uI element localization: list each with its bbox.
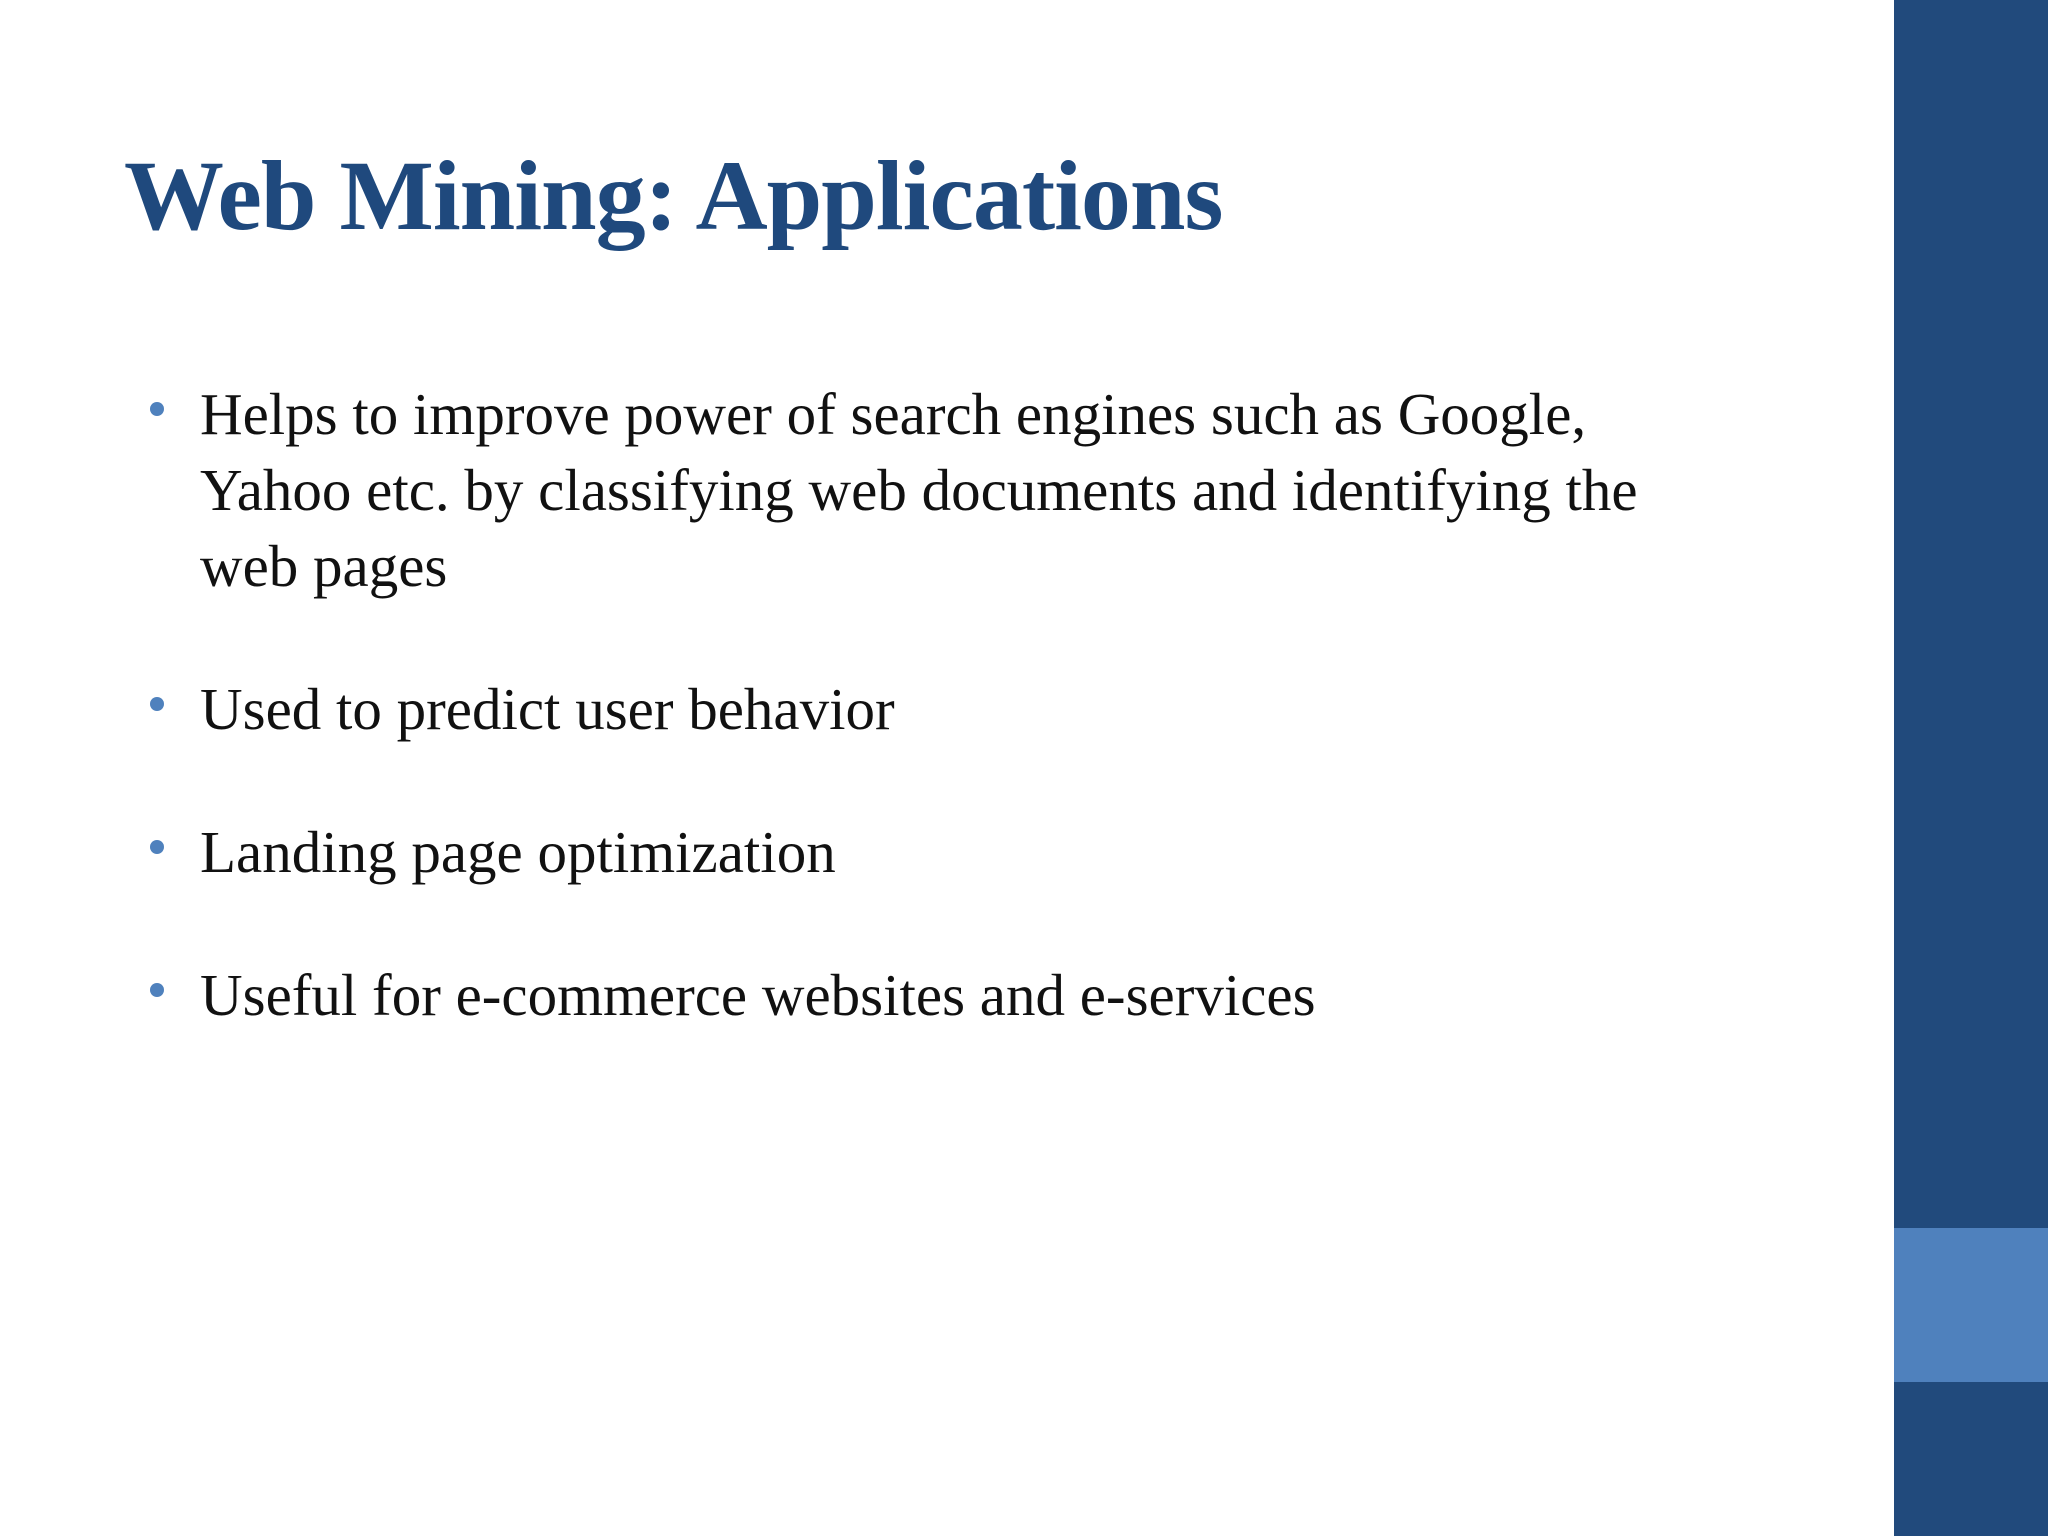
bullet-item xyxy=(148,671,1748,747)
bullet-text: Used to predict user behavior xyxy=(200,676,895,742)
slide-title: Web Mining: Applications xyxy=(124,140,1223,251)
bullet-dot-icon xyxy=(150,402,164,416)
bullet-item xyxy=(148,376,1748,604)
bullet-text: Landing page optimization xyxy=(200,819,836,885)
bullet-item xyxy=(148,814,1748,890)
bullet-text: Useful for e-commerce websites and e-services xyxy=(200,962,1316,1028)
bullet-dot-icon xyxy=(150,697,164,711)
bullet-dot-icon xyxy=(150,983,164,997)
bullet-dot-icon xyxy=(150,840,164,854)
bullet-text: Helps to improve power of search engines such as Google, Yahoo etc. by classifying web documents and identifying the web pages xyxy=(200,381,1638,599)
bullet-item xyxy=(148,957,1748,1033)
side-accent-block xyxy=(1894,1228,2048,1382)
bullet-list xyxy=(148,376,1748,1100)
